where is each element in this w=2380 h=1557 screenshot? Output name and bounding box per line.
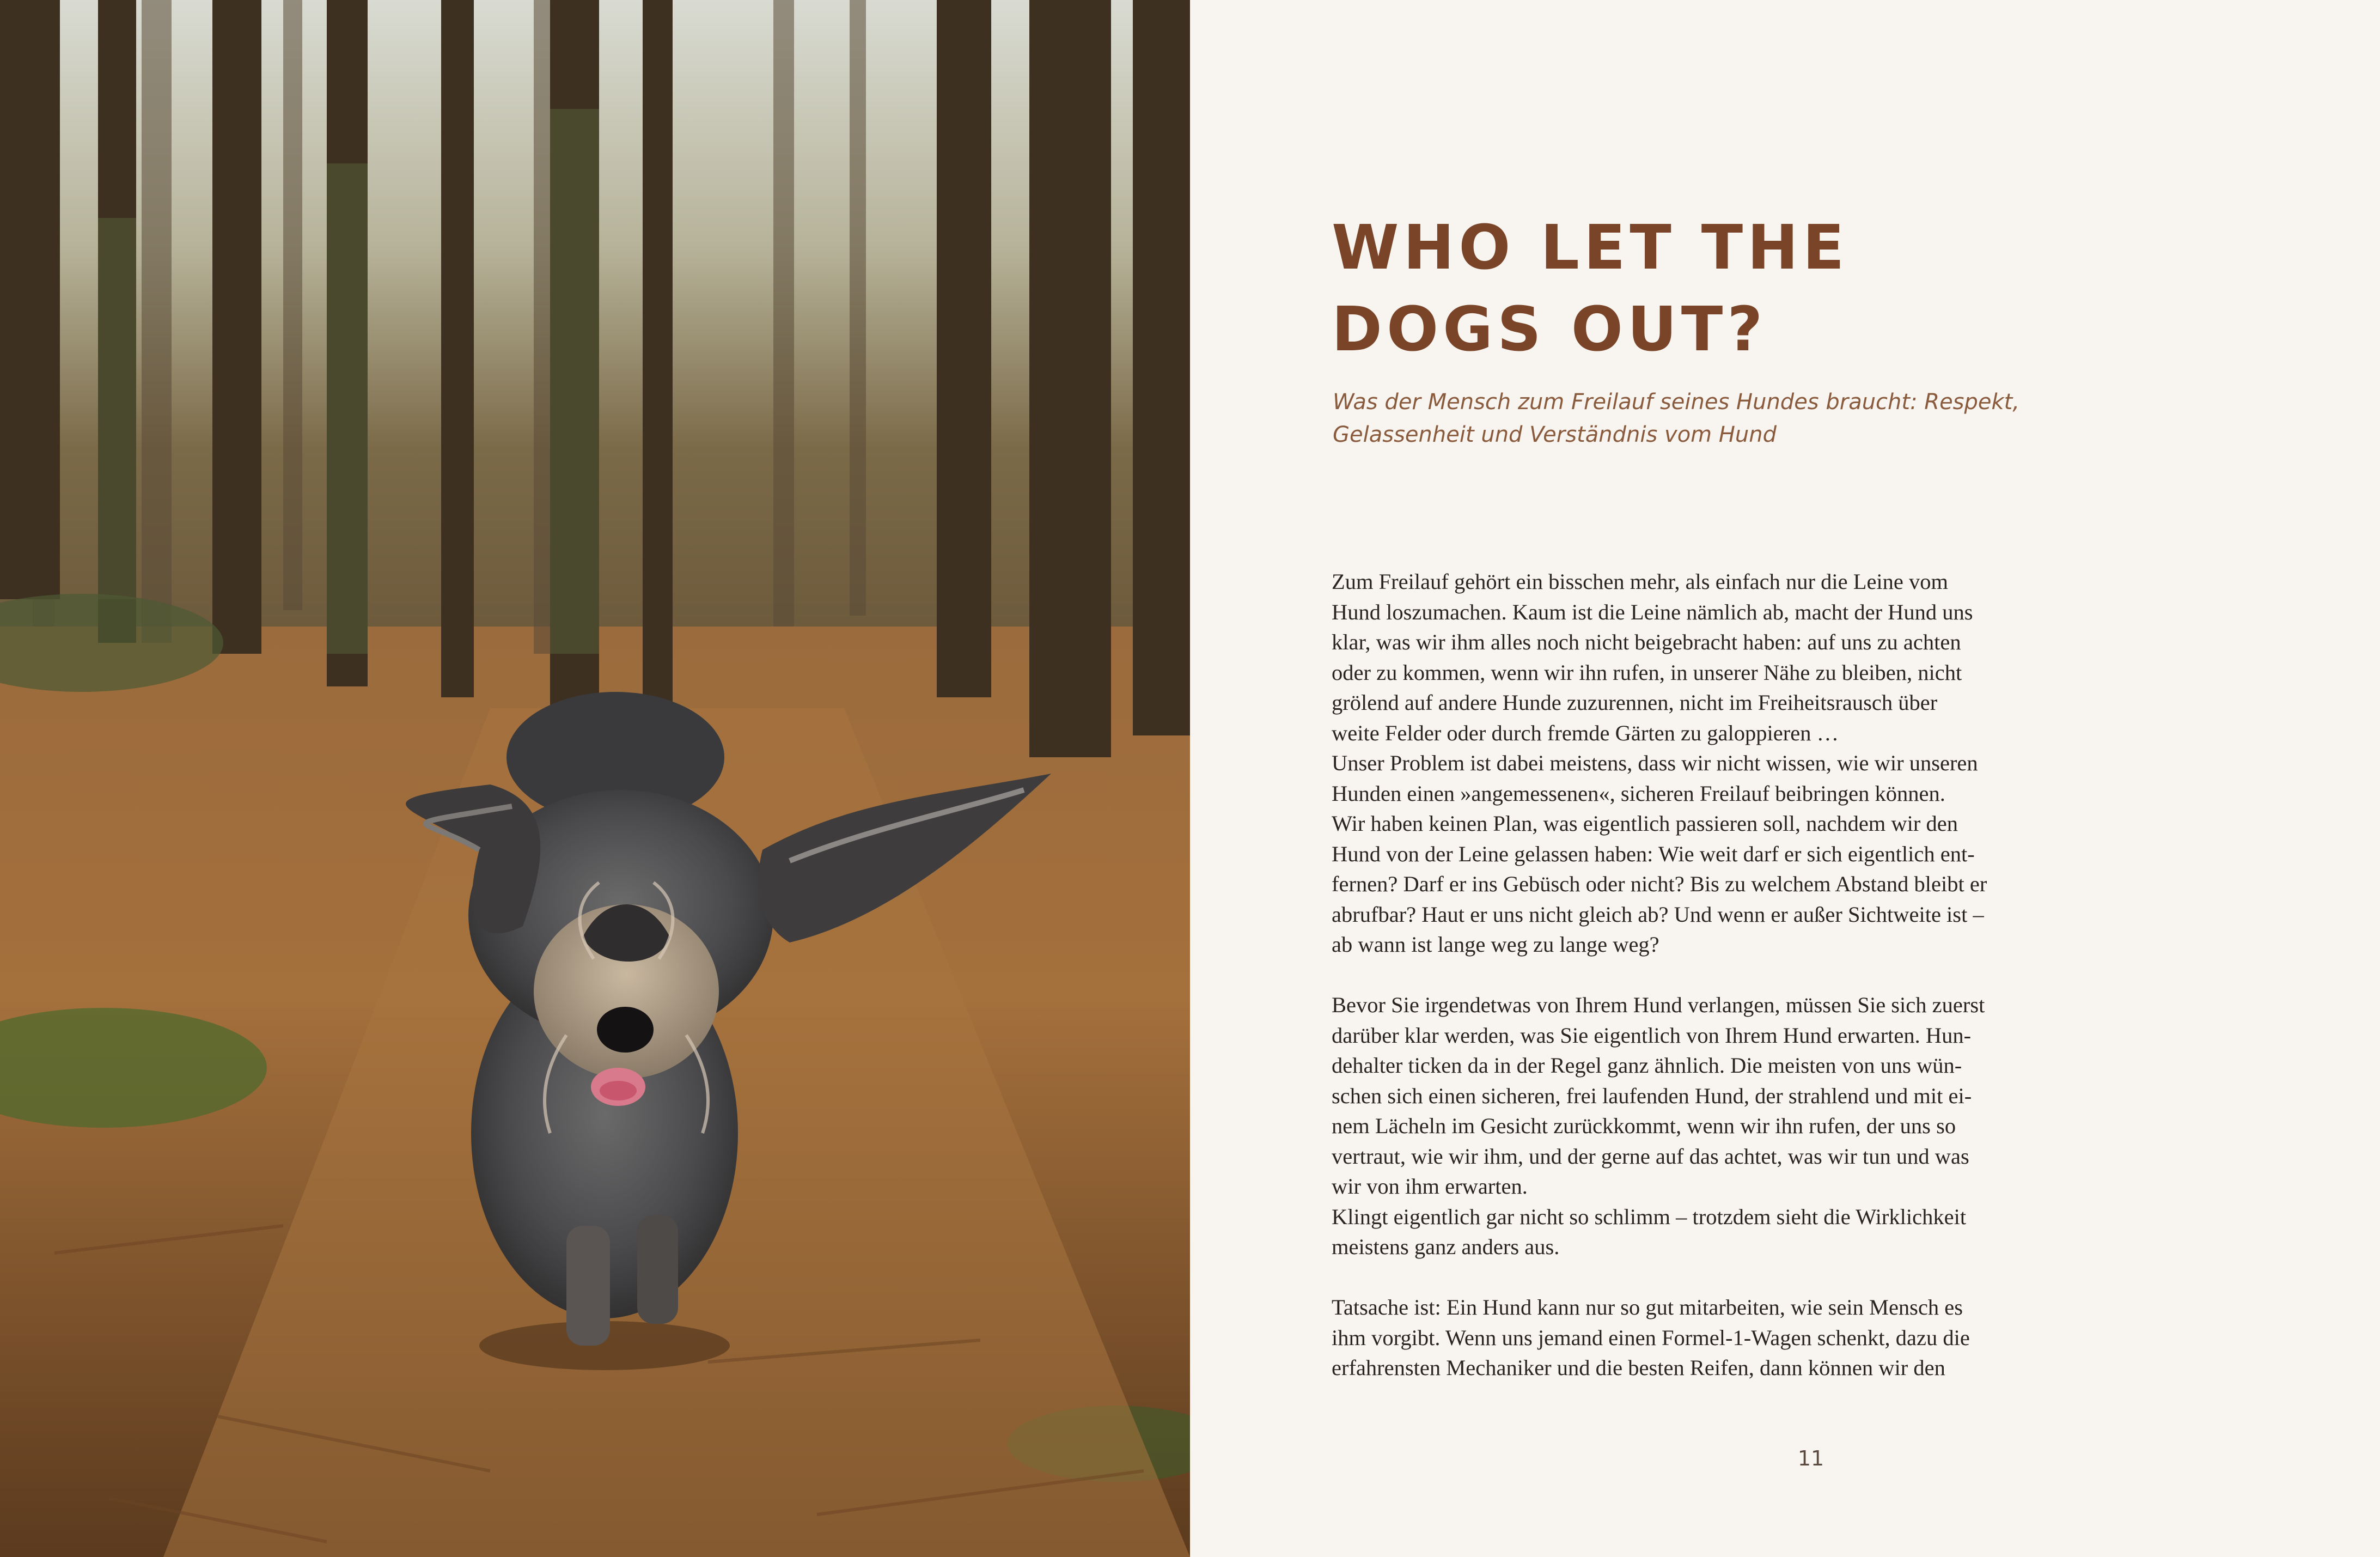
text-line: dehalter ticken da in der Regel ganz ähnlich. Die meisten von uns wün- (1332, 1053, 1962, 1078)
text-line: erfahrensten Mechaniker und die besten Reifen, dann können wir den (1332, 1355, 1945, 1380)
text-line: ab wann ist lange weg zu lange weg? (1332, 932, 1659, 957)
chapter-headline (1332, 207, 2149, 370)
text-line: Bevor Sie irgendetwas von Ihrem Hund verlangen, müssen Sie sich zuerst (1332, 993, 1985, 1017)
text-line: Tatsache ist: Ein Hund kann nur so gut mitarbeiten, wie sein Mensch es (1332, 1295, 1963, 1319)
text-line: klar, was wir ihm alles noch nicht beigebracht haben: auf uns zu achten (1332, 630, 1961, 654)
text-line: nem Lächeln im Gesicht zurückkommt, wenn wir ihn rufen, der uns so (1332, 1114, 1956, 1138)
chapter-subtitle (1333, 386, 2084, 451)
text-line: Hund loszumachen. Kaum ist die Leine nämlich ab, macht der Hund uns (1332, 599, 1973, 624)
paragraph (1332, 1292, 2040, 1383)
text-line: Zum Freilauf gehört ein bisschen mehr, als einfach nur die Leine vom (1332, 569, 1949, 594)
text-line: meistens ganz anders aus. (1332, 1234, 1560, 1259)
text-line: Wir haben keinen Plan, was eigentlich passieren soll, nachdem wir den (1332, 811, 1958, 836)
text-line: schen sich einen sicheren, frei laufenden Hund, der strahlend und mit ei- (1332, 1083, 1972, 1108)
subtitle-line: Gelassenheit und Verständnis vom Hund (1333, 422, 1777, 447)
headline-line: WHO LET THE (1332, 212, 1849, 283)
text-line: Unser Problem ist dabei meistens, dass wir nicht wissen, wie wir unseren (1332, 751, 1978, 775)
body-text (1332, 567, 2040, 1413)
text-line: ihm vorgibt. Wenn uns jemand einen Formel-1-Wagen schenkt, dazu die (1332, 1325, 1970, 1350)
text-line: vertraut, wie wir ihm, und der gerne auf das achtet, was wir tun und was (1332, 1144, 1969, 1169)
paragraph (1332, 990, 2040, 1262)
text-line: grölend auf andere Hunde zuzurennen, nicht im Freiheitsrausch über (1332, 690, 1938, 715)
text-page (1190, 0, 2380, 1557)
headline-line: DOGS OUT? (1332, 294, 1767, 365)
text-line: Klingt eigentlich gar nicht so schlimm – trotzdem sieht die Wirklichkeit (1332, 1204, 1967, 1229)
subtitle-line: Was der Mensch zum Freilauf seines Hundes braucht: Respekt, (1333, 390, 2020, 415)
text-line: weite Felder oder durch fremde Gärten zu galoppieren … (1332, 720, 1839, 745)
page-number: 11 (1797, 1446, 1824, 1470)
text-line: Hunden einen »angemessenen«, sicheren Freilauf beibringen können. (1332, 781, 1945, 806)
text-line: wir von ihm erwarten. (1332, 1174, 1528, 1199)
paragraph (1332, 567, 2040, 960)
text-line: darüber klar werden, was Sie eigentlich von Ihrem Hund erwarten. Hun- (1332, 1023, 1972, 1048)
text-line: abrufbar? Haut er uns nicht gleich ab? Und wenn er außer Sichtweite ist – (1332, 902, 1984, 927)
text-line: oder zu kommen, wenn wir ihn rufen, in unserer Nähe zu bleiben, nicht (1332, 660, 1962, 685)
text-line: Hund von der Leine gelassen haben: Wie weit darf er sich eigentlich ent- (1332, 841, 1975, 866)
text-line: fernen? Darf er ins Gebüsch oder nicht? Bis zu welchem Abstand bleibt er (1332, 872, 1987, 896)
